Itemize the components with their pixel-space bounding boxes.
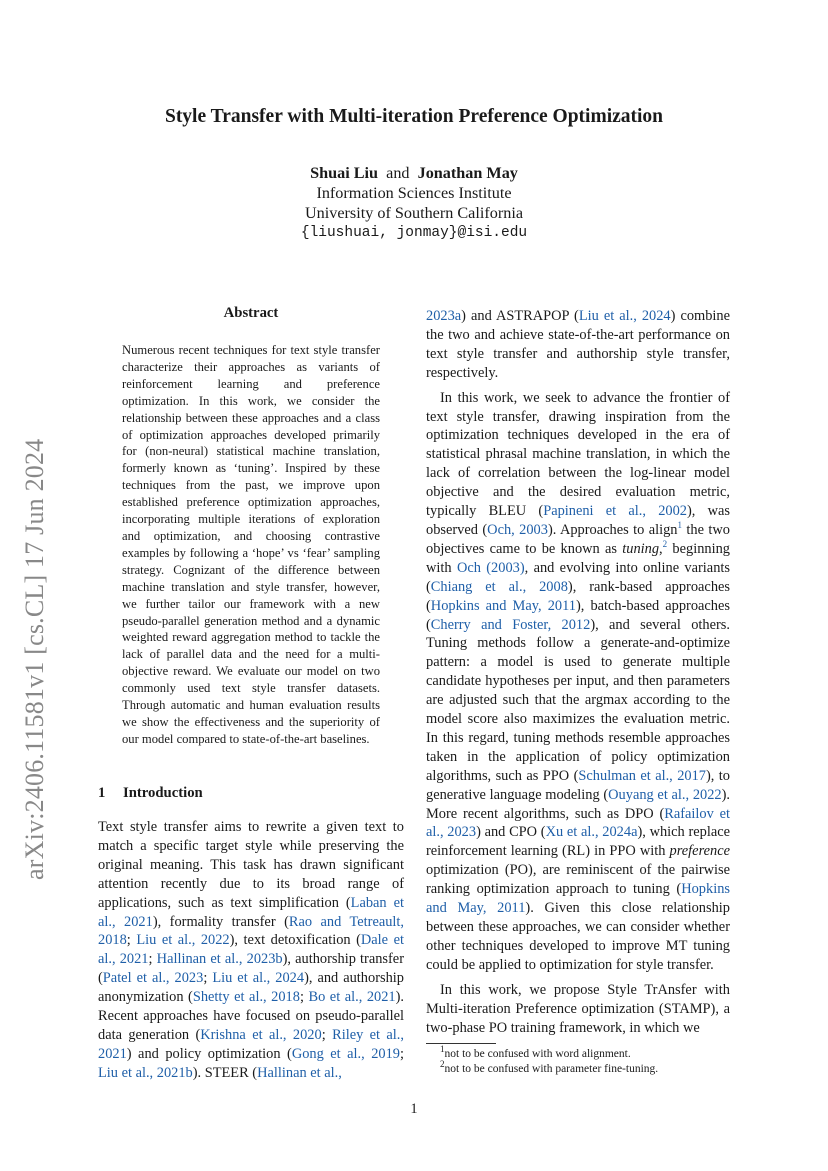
citation-link[interactable]: Liu et al., 2024	[578, 308, 671, 324]
abstract-heading: Abstract	[223, 305, 279, 321]
citation-link[interactable]: Cherry and Foster, 2012	[430, 616, 591, 633]
right-column-body	[426, 307, 730, 1037]
citation-link[interactable]: Hallinan et al., 2023b	[156, 951, 283, 968]
abstract-text: Numerous recent techniques for text style transfer characterize their approaches as variants of reinforcement learning and preference optimization. In this work, we consider the relationship between these approaches and a class of optimization approaches developed primarily for (non-neural) statistical machine translation, formerly known as ‘tuning’. Inspired by these techniques from the past, we improve upon established preference optimization approaches, incorporating multiple iterations of exploration and optimization, and choosing contrastive examples by following a ‘hope’ vs ‘fear’ sampling strategy. Cognizant of the difference between machine translation and style transfer, however, we further tailor our framework with a new pseudo-parallel generation method and a dynamic weighted reward aggregation method to tackle the lack of parallel data and the need for a multi-objective reward. We evaluate our model on two commonly used text style transfer datasets. Through automatic and human evaluation results we show the effectiveness and the superiority of our model compared to state-of-the-art baselines.	[122, 343, 380, 746]
arxiv-identifier-stamp: arXiv:2406.11581v1 [cs.CL] 17 Jun 2024	[20, 438, 49, 880]
footnote-divider	[426, 1043, 496, 1044]
citation-link[interactable]: Liu et al., 2024	[212, 970, 305, 987]
author-names	[0, 163, 828, 183]
left-column-body	[98, 818, 404, 1083]
citation-link[interactable]: Riley et al., 2021	[98, 1026, 404, 1062]
citation-link[interactable]: Shetty et al., 2018	[192, 989, 300, 1006]
citation-link[interactable]: Krishna et al., 2020	[200, 1026, 322, 1043]
citation-link[interactable]: Hopkins and May, 2011	[430, 597, 576, 614]
citation-link[interactable]: Hallinan et al.,	[257, 1064, 342, 1081]
citation-link[interactable]: Gong et al., 2019	[291, 1045, 400, 1062]
citation-link[interactable]: Dale et al., 2021	[98, 932, 404, 968]
section-title: Introduction	[123, 785, 203, 801]
paper-title: Style Transfer with Multi-iteration Preference Optimization	[164, 106, 664, 127]
footnotes	[426, 1044, 730, 1077]
citation-link[interactable]: Laban et al., 2021	[98, 894, 404, 930]
intro-paragraph-1: Text style transfer aims to rewrite a given text to match a specific target style while preserving the original meaning. This task has drawn significant attention recently due to its broad range of applications, such as text simplification (Laban et al., 2021), formality transfer (Rao and Tetreault, 2018; Liu et al., 2022), text detoxification (Dale et al., 2021; Hallinan et al., 2023b), authorship transfer (Patel et al., 2023; Liu et al., 2024), and authorship anonymization (Shetty et al., 2018; Bo et al., 2021). Recent approaches have focused on pseudo-parallel data generation (Krishna et al., 2020; Riley et al., 2021) and policy optimization (Gong et al., 2019; Liu et al., 2021b). STEER (Hallinan et al.,	[98, 819, 405, 1081]
citation-link[interactable]: Papineni et al., 2002	[543, 503, 687, 520]
citation-link[interactable]: Schulman et al., 2017	[578, 767, 706, 784]
citation-link[interactable]: Liu et al., 2021b	[98, 1064, 193, 1081]
footnote-2: $^2$not to be confused with parameter fine-tuning.	[440, 1059, 659, 1075]
author-email: {liushuai, jonmay}@isi.edu	[300, 225, 528, 241]
section-number: 1	[98, 785, 106, 801]
affiliation-institute: Information Sciences Institute	[316, 184, 512, 202]
citation-link[interactable]: Patel et al., 2023	[102, 970, 204, 987]
author-name-2: Jonathan May	[417, 164, 518, 182]
footnote-1: $^1$not to be confused with word alignment.	[440, 1044, 631, 1060]
author-name-1: Shuai Liu	[310, 164, 379, 182]
citation-link[interactable]: Ouyang et al., 2022	[608, 786, 722, 803]
page-number: 1	[410, 1101, 418, 1117]
author-block	[0, 163, 828, 243]
author-separator: and	[386, 164, 410, 182]
citation-link[interactable]: 2023a	[426, 308, 462, 324]
citation-link[interactable]: Rao and Tetreault, 2018	[98, 913, 405, 949]
citation-link[interactable]: Och, 2003	[487, 521, 548, 538]
citation-link[interactable]: Rafailov et al., 2023	[426, 805, 730, 841]
intro-paragraph-2: In this work, we seek to advance the frontier of text style transfer, drawing inspiration from the optimization techniques developed in the era of statistical phrasal machine translation, in which the lack of correlation between the log-linear model objective and the desired evaluation metric, typically BLEU (Papineni et al., 2002), was observed (Och, 2003). Approaches to align$^1$ the two objectives came to be known as tuning,$^2$ beginning with Och (2003), and evolving into online variants (Chiang et al., 2008), rank-based approaches (Hopkins and May, 2011), batch-based approaches (Cherry and Foster, 2012), and several others. Tuning methods follow a generate-and-optimize pattern: a model is used to generate multiple candidate hypotheses per input, and then parameters are adjusted such that the argmax according to the model score also maximizes the evaluation metric. In this regard, tuning methods resemble approaches taken in the application of policy optimization algorithms, such as PPO (Schulman et al., 2017), to generative language modeling (Ouyang et al., 2022). More recent algorithms, such as DPO (Rafailov et al., 2023) and CPO (Xu et al., 2024a), which replace reinforcement learning (RL) in PPO with preference optimization (PO), are reminiscent of the pairwise ranking optimization approach to tuning (Hopkins and May, 2011). Given this close relationship between these approaches, we can consider whether other techniques developed to improve MT tuning could be applied to optimization for style transfer.	[426, 389, 731, 973]
citation-link[interactable]: Liu et al., 2022	[136, 932, 230, 949]
intro-paragraph-3: In this work, we propose Style TrAnsfer with Multi-iteration Preference optimization (STAMP), a two-phase PO training framework, in which we	[426, 981, 730, 1036]
citation-link[interactable]: Hopkins and May, 2011	[426, 881, 730, 917]
affiliation-university: University of Southern California	[304, 204, 524, 222]
intro-paragraph-1-continued: 2023a) and ASTRAPOP (Liu et al., 2024) combine the two and achieve state-of-the-art performance on text style transfer and authorship style transfer, respectively.	[426, 308, 731, 381]
citation-link[interactable]: Xu et al., 2024a	[545, 824, 638, 841]
citation-link[interactable]: Bo et al., 2021	[308, 989, 396, 1006]
footnote-marker-1[interactable]: 1	[677, 520, 682, 531]
citation-link[interactable]: Chiang et al., 2008	[430, 578, 568, 595]
citation-link[interactable]: Och (2003)	[456, 559, 525, 576]
footnote-marker-2[interactable]: 2	[662, 539, 668, 550]
section-heading-introduction	[98, 785, 203, 802]
